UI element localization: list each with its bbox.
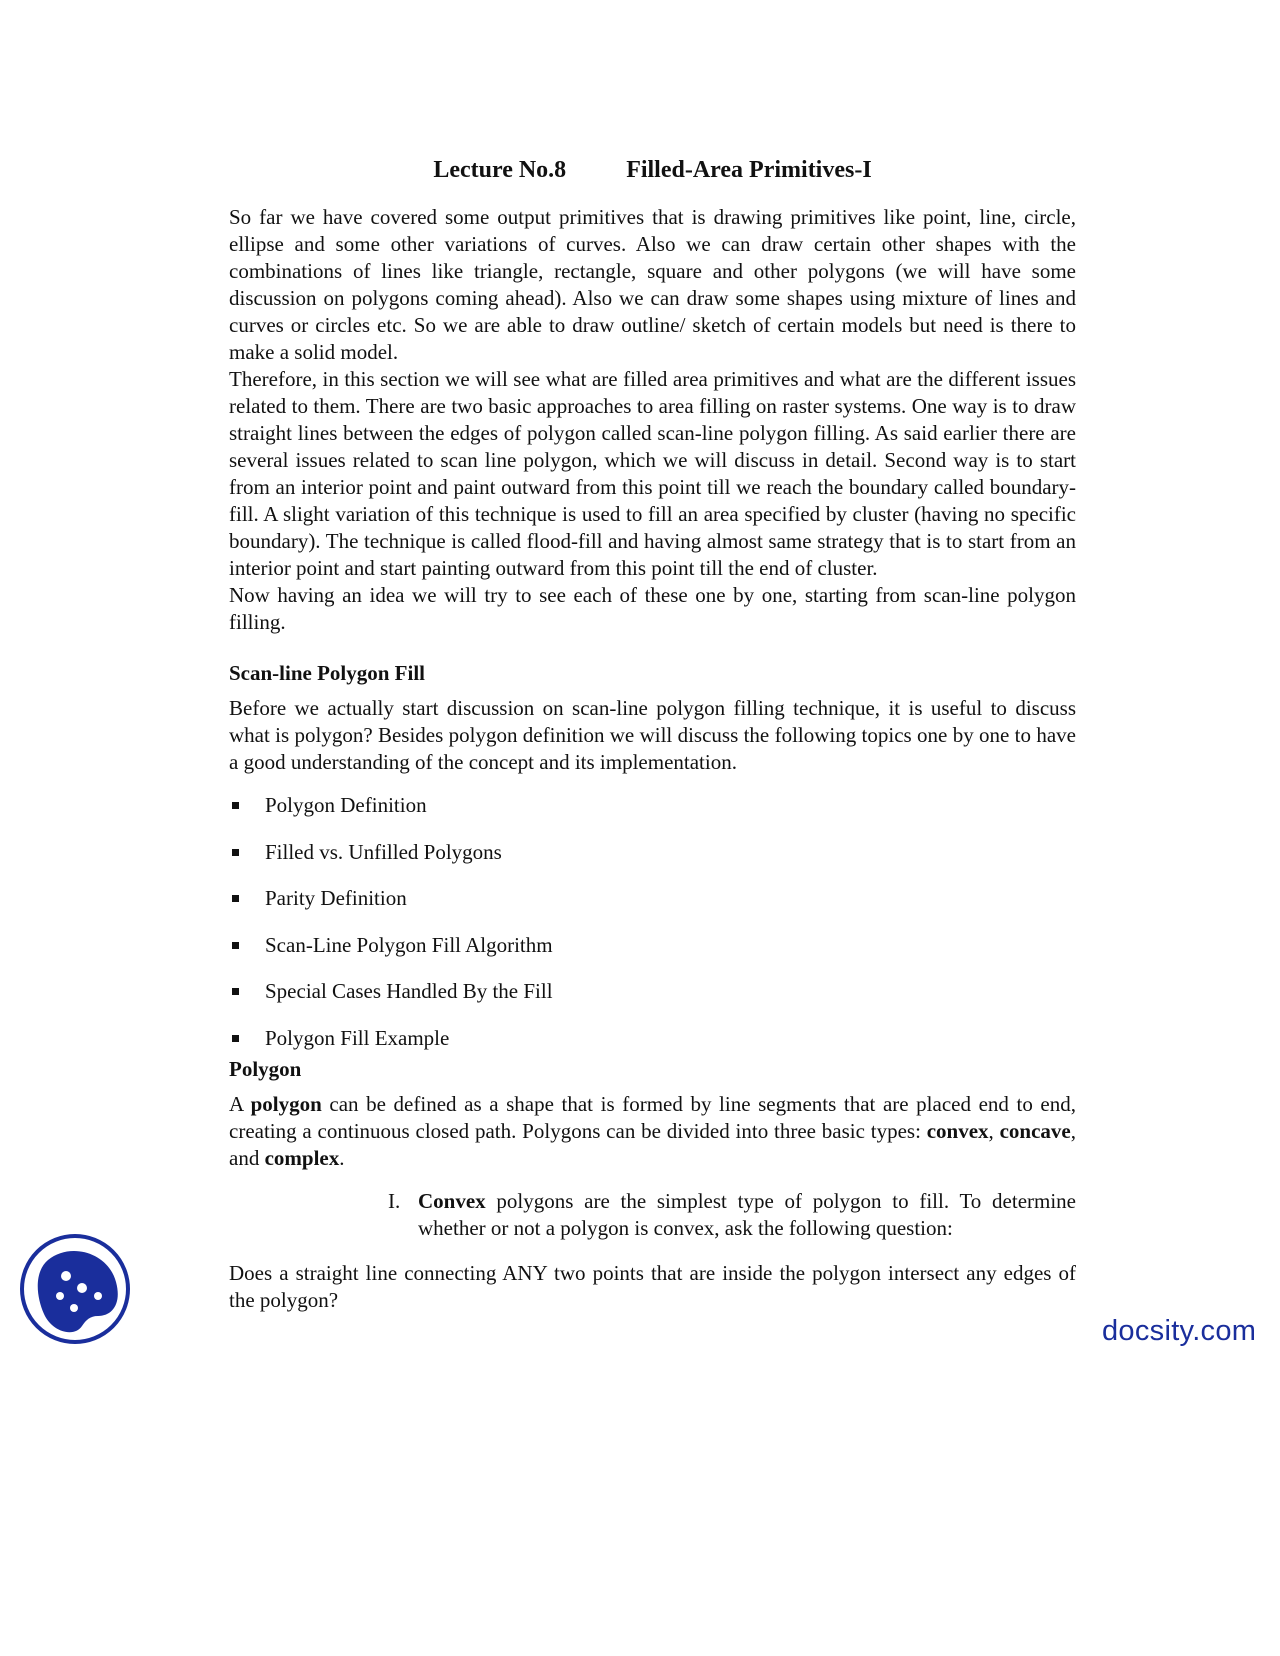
polygon-definition: A polygon can be defined as a shape that is formed by line segments that are placed end to end, creating a continuous closed path. Polygons can be divided into three basic types: convex, concave, and complex. — [229, 1091, 1077, 1170]
polygon-types-list — [229, 1188, 1076, 1242]
list-item: Filled vs. Unfilled Polygons — [229, 839, 1076, 866]
square-bullet-icon — [232, 942, 239, 949]
lecture-topic: Filled-Area Primitives-I — [626, 157, 872, 183]
list-item: Polygon Definition — [229, 792, 1076, 819]
list-item: Special Cases Handled By the Fill — [229, 978, 1076, 1005]
document-body — [229, 154, 1076, 1314]
scanline-paragraph: Before we actually start discussion on scan-line polygon filling technique, it is useful to discuss what is polygon? Besides polygon definition we will discuss the following topics one by one to have a good understanding of the concept and its implementation. — [229, 696, 1076, 774]
intro-paragraph: So far we have covered some output primitives that is drawing primitives like point, line, circle, ellipse and some other variations of curves. Also we can draw certain other shapes with the combinations of lines like triangle, rectangle, square and other polygons (we will have some discussion on polygons coming ahead). Also we can draw some shapes using mixture of lines and curves or circles etc. So we are able to draw outline/ sketch of certain models but need is there to make a solid model. — [229, 205, 1076, 364]
square-bullet-icon — [232, 895, 239, 902]
section-heading-polygon: Polygon — [229, 1056, 302, 1081]
topics-list — [229, 792, 1076, 1052]
section-heading-scanline: Scan-line Polygon Fill — [229, 661, 426, 685]
docsity-logo-icon[interactable] — [18, 1232, 132, 1346]
intro-paragraph: Now having an idea we will try to see each of these one by one, starting from scan-line polygon filling. — [229, 583, 1076, 634]
square-bullet-icon — [232, 1035, 239, 1042]
docsity-brand-link[interactable]: docsity.com — [1102, 1315, 1257, 1347]
square-bullet-icon — [232, 802, 239, 809]
square-bullet-icon — [232, 988, 239, 995]
square-bullet-icon — [232, 849, 239, 856]
list-item-convex: I. Convex polygons are the simplest type of polygon to fill. To determine whether or not a polygon is convex, ask the following question: — [388, 1188, 1076, 1240]
lecture-title — [229, 154, 1076, 186]
intro-paragraph: Therefore, in this section we will see what are filled area primitives and what are the different issues related to them. There are two basic approaches to area filling on raster systems. One way is to draw straight lines between the edges of polygon called scan-line polygon filling. As said earlier there are several issues related to scan line polygon, which we will discuss in detail. Second way is to start from an interior point and paint outward from this point till we reach the boundary called boundary-fill. A slight variation of this technique is used to fill an area specified by cluster (having no specific boundary). The technique is called flood-fill and having almost same strategy that is to start from an interior point and start painting outward from this point till the end of cluster. — [229, 367, 1076, 580]
convexity-question: Does a straight line connecting ANY two points that are inside the polygon intersect any edges of the polygon? — [229, 1260, 1076, 1312]
list-item: Polygon Fill Example — [229, 1025, 1076, 1052]
list-item: Parity Definition — [229, 885, 1076, 912]
list-item: Scan-Line Polygon Fill Algorithm — [229, 932, 1076, 959]
lecture-number: Lecture No.8 — [433, 157, 567, 183]
